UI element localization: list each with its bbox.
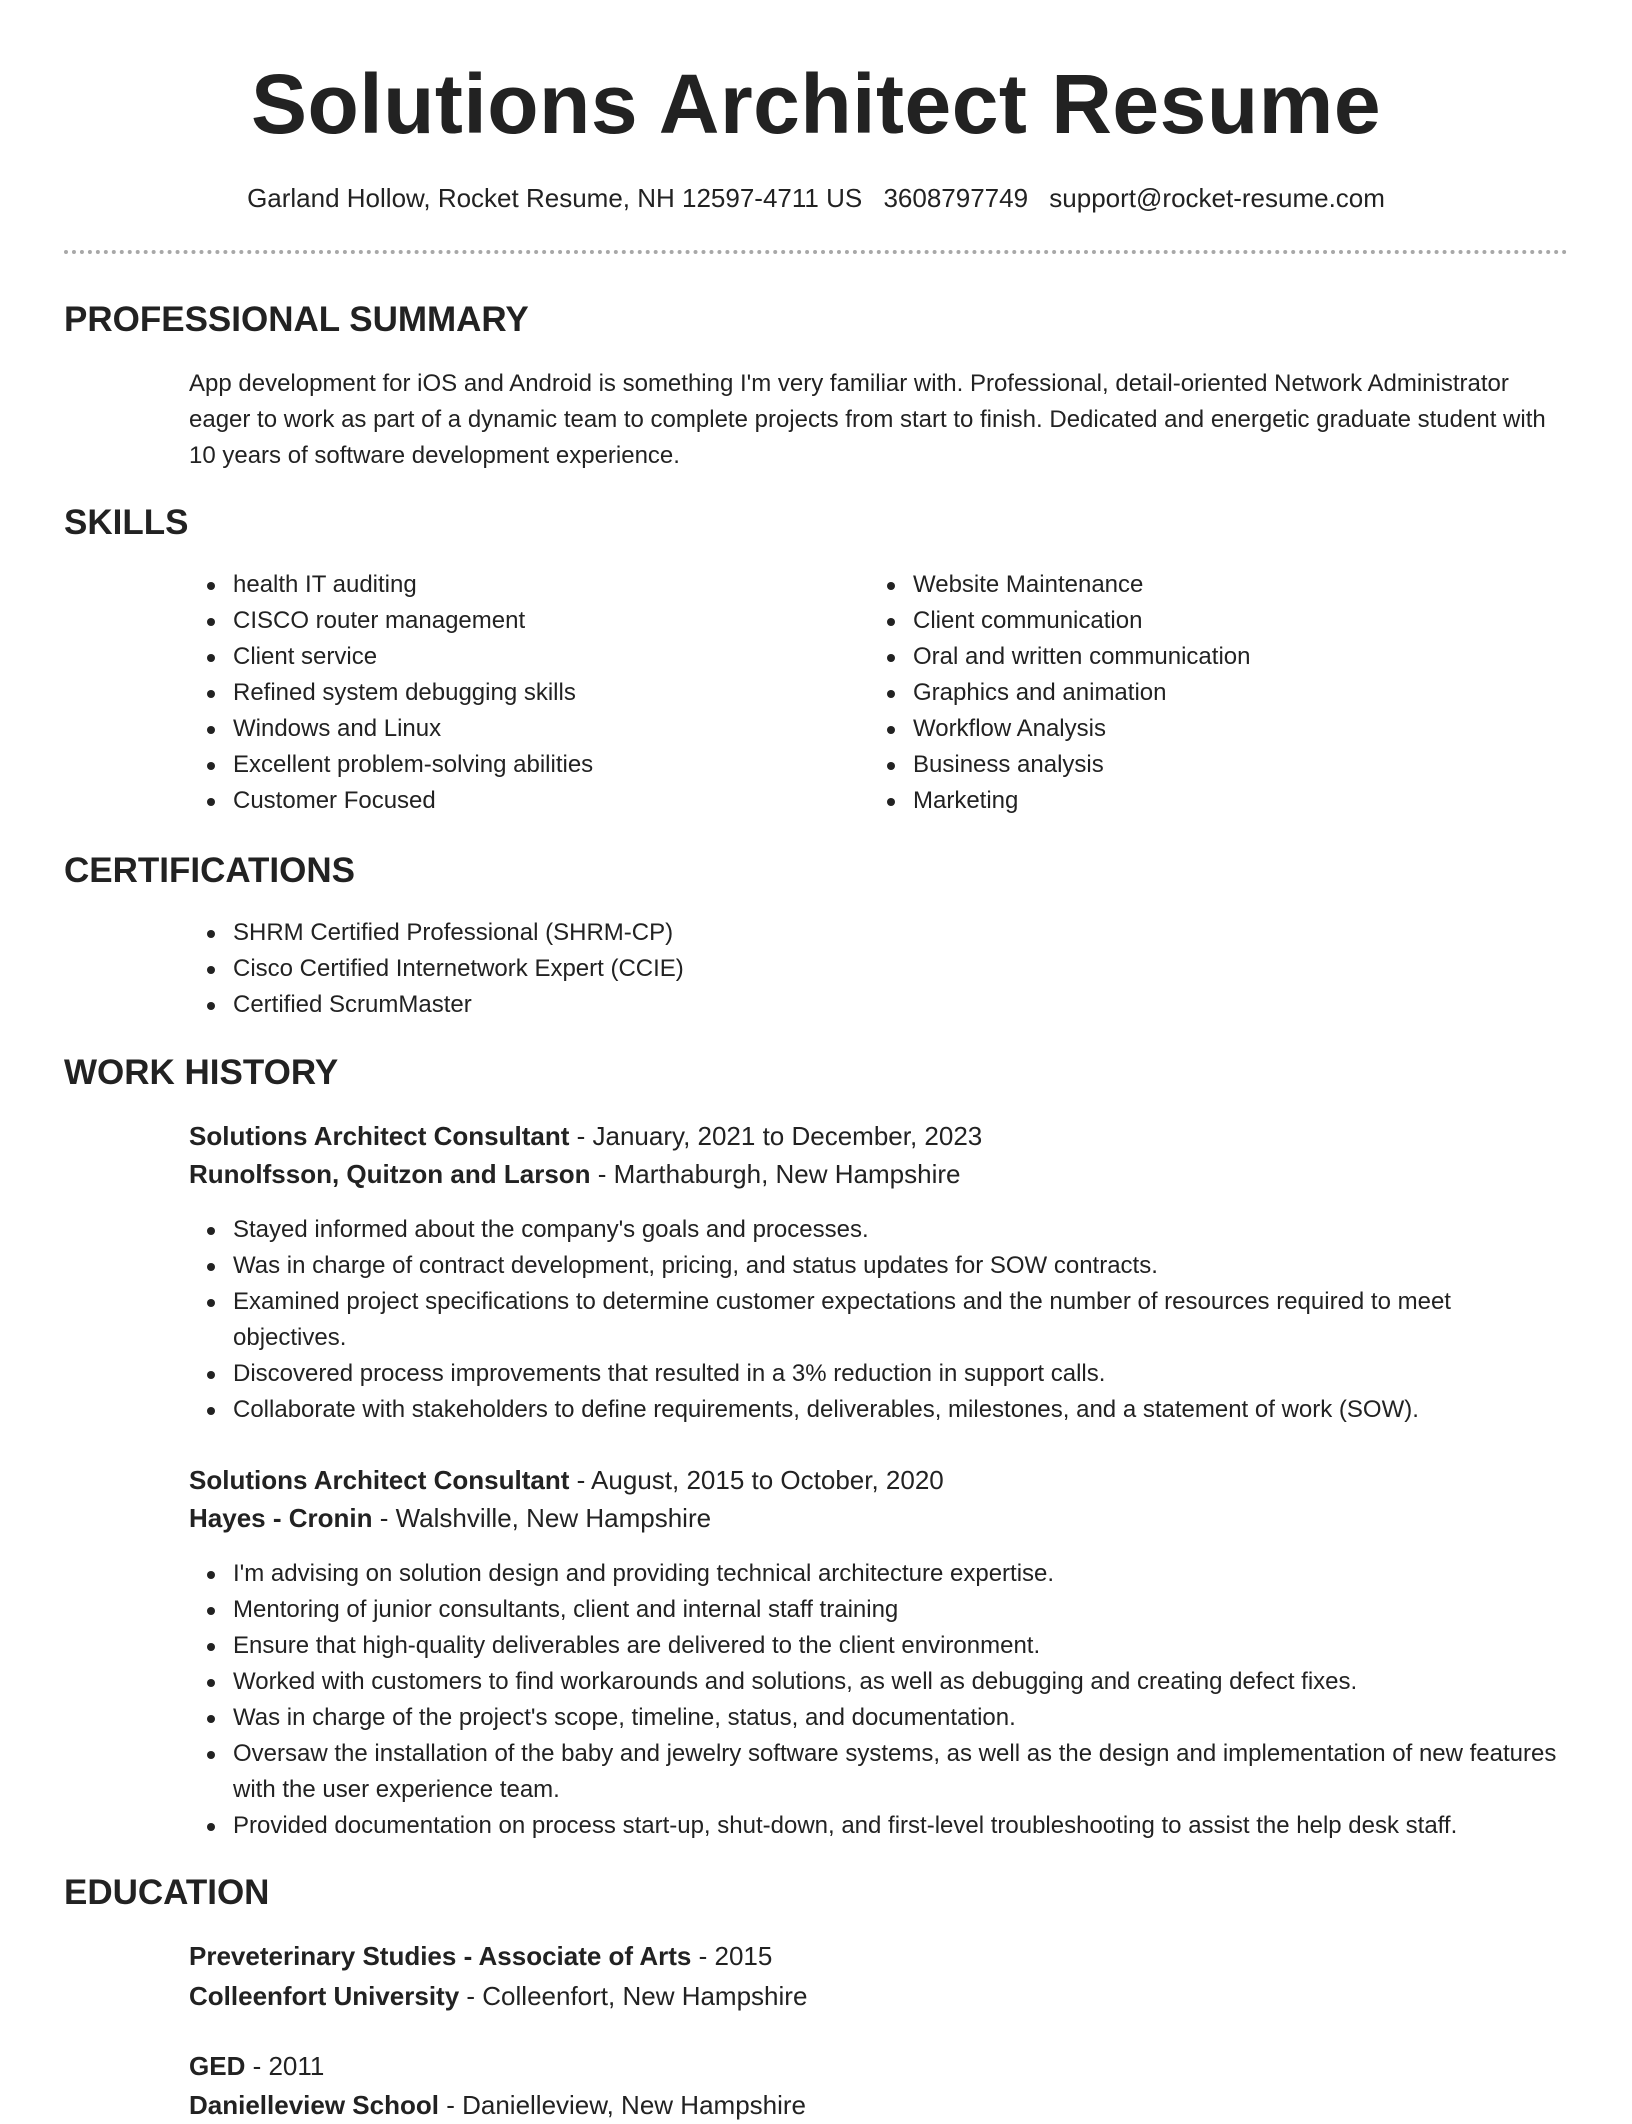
contact-line xyxy=(0,180,1632,216)
list-item: health IT auditing xyxy=(189,567,829,603)
education-school-line xyxy=(189,2086,1569,2124)
summary-heading: PROFESSIONAL SUMMARY xyxy=(64,300,529,339)
list-item: Workflow Analysis xyxy=(869,711,1509,747)
education-heading: EDUCATION xyxy=(64,1873,270,1912)
job-company-line xyxy=(189,1499,1569,1537)
contact-phone: 3608797749 xyxy=(883,183,1029,213)
list-item: Stayed informed about the company's goals and processes. xyxy=(189,1212,1569,1248)
list-item: Mentoring of junior consultants, client and internal staff training xyxy=(189,1592,1569,1628)
list-item: I'm advising on solution design and providing technical architecture expertise. xyxy=(189,1556,1569,1592)
list-item: Collaborate with stakeholders to define requirements, deliverables, milestones, and a statement of work (SOW). xyxy=(189,1392,1569,1428)
education-degree-line xyxy=(189,1937,1569,1975)
list-item: Examined project specifications to determine customer expectations and the number of resources required to meet objectives. xyxy=(189,1284,1569,1356)
education-school: Colleenfort University xyxy=(189,1981,460,2011)
header-divider xyxy=(64,250,1568,254)
list-item: SHRM Certified Professional (SHRM-CP) xyxy=(189,915,1569,951)
job-role: Solutions Architect Consultant xyxy=(189,1465,570,1495)
list-item: Business analysis xyxy=(869,747,1509,783)
skills-list-right xyxy=(869,567,1509,819)
education-location: - Colleenfort, New Hampshire xyxy=(459,1981,808,2011)
list-item: CISCO router management xyxy=(189,603,829,639)
list-item: Excellent problem-solving abilities xyxy=(189,747,829,783)
job-role: Solutions Architect Consultant xyxy=(189,1121,570,1151)
job-location: - Marthaburgh, New Hampshire xyxy=(590,1159,961,1189)
list-item: Website Maintenance xyxy=(869,567,1509,603)
certifications-heading: CERTIFICATIONS xyxy=(64,851,356,890)
list-item: Marketing xyxy=(869,783,1509,819)
skills-list-left xyxy=(189,567,829,819)
education-year: - 2011 xyxy=(245,2051,325,2081)
list-item: Client service xyxy=(189,639,829,675)
list-item: Oversaw the installation of the baby and jewelry software systems, as well as the design and implementation of new features with the user experience team. xyxy=(189,1736,1569,1808)
list-item: Client communication xyxy=(869,603,1509,639)
skills-heading: SKILLS xyxy=(64,503,189,542)
list-item: Discovered process improvements that resulted in a 3% reduction in support calls. xyxy=(189,1356,1569,1392)
list-item: Was in charge of contract development, pricing, and status updates for SOW contracts. xyxy=(189,1248,1569,1284)
education-location: - Danielleview, New Hampshire xyxy=(438,2090,807,2120)
job-dates: - August, 2015 to October, 2020 xyxy=(569,1465,944,1495)
job-bullets xyxy=(189,1556,1569,1844)
education-school: Danielleview School xyxy=(189,2090,439,2120)
list-item: Cisco Certified Internetwork Expert (CCIE) xyxy=(189,951,1569,987)
education-degree: GED xyxy=(189,2051,246,2081)
education-year: - 2015 xyxy=(691,1941,773,1971)
certifications-list xyxy=(189,915,1569,1023)
education-degree-line xyxy=(189,2047,1569,2085)
list-item: Refined system debugging skills xyxy=(189,675,829,711)
job-company-line xyxy=(189,1155,1569,1193)
list-item: Ensure that high-quality deliverables are delivered to the client environment. xyxy=(189,1628,1569,1664)
list-item: Worked with customers to find workarounds and solutions, as well as debugging and creating defect fixes. xyxy=(189,1664,1569,1700)
job-company: Runolfsson, Quitzon and Larson xyxy=(189,1159,591,1189)
work-history-heading: WORK HISTORY xyxy=(64,1053,339,1092)
education-school-line xyxy=(189,1977,1569,2015)
list-item: Provided documentation on process start-up, shut-down, and first-level troubleshooting to assist the help desk staff. xyxy=(189,1808,1569,1844)
list-item: Windows and Linux xyxy=(189,711,829,747)
education-degree: Preveterinary Studies - Associate of Arts xyxy=(189,1941,692,1971)
job-company: Hayes - Cronin xyxy=(189,1503,373,1533)
list-item: Certified ScrumMaster xyxy=(189,987,1569,1023)
job-bullets xyxy=(189,1212,1569,1428)
list-item: Oral and written communication xyxy=(869,639,1509,675)
list-item: Was in charge of the project's scope, timeline, status, and documentation. xyxy=(189,1700,1569,1736)
summary-text: App development for iOS and Android is something I'm very familiar with. Professional, detail-oriented Network Administrator eager to work as part of a dynamic team to complete projects from start to finish. Dedicated and energetic graduate student with 10 years of software development experience. xyxy=(189,370,1546,469)
job-title-line xyxy=(189,1117,1569,1155)
resume-title: Solutions Architect Resume xyxy=(250,57,1382,151)
job-dates: - January, 2021 to December, 2023 xyxy=(569,1121,983,1151)
contact-address: Garland Hollow, Rocket Resume, NH 12597-4711 US xyxy=(247,183,863,213)
job-location: - Walshville, New Hampshire xyxy=(372,1503,712,1533)
list-item: Customer Focused xyxy=(189,783,829,819)
contact-email: support@rocket-resume.com xyxy=(1049,183,1385,213)
job-title-line xyxy=(189,1461,1569,1499)
list-item: Graphics and animation xyxy=(869,675,1509,711)
